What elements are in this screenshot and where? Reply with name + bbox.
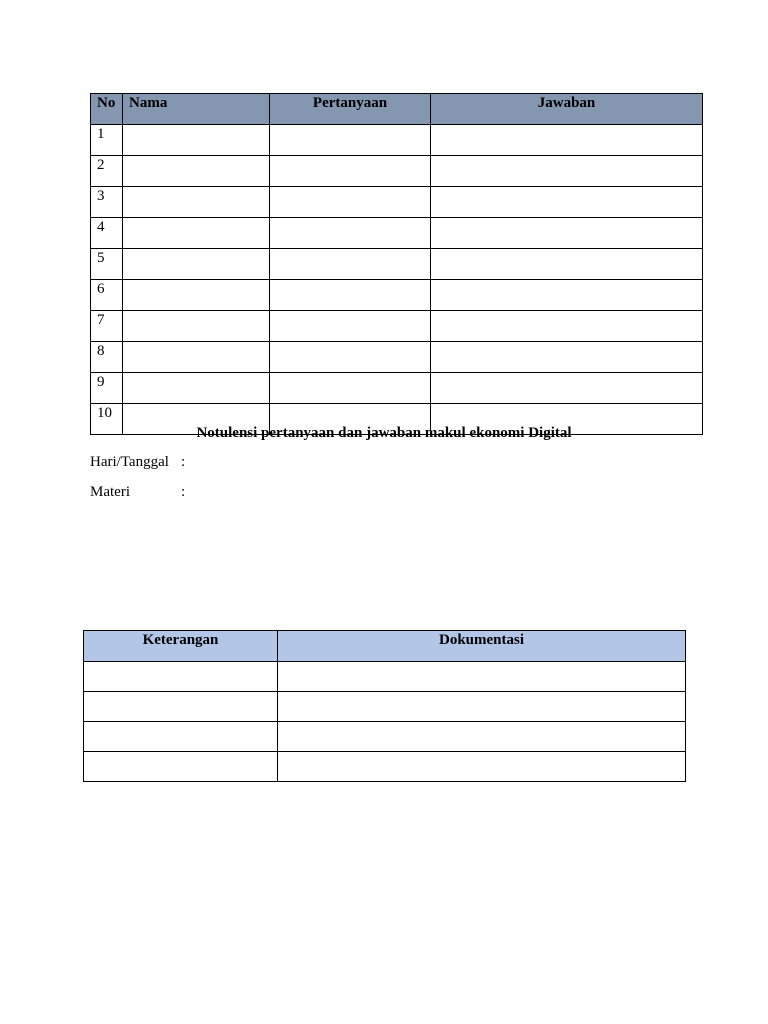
pertanyaan-cell[interactable] [270, 218, 431, 249]
jawaban-cell[interactable] [431, 218, 703, 249]
nama-cell[interactable] [123, 280, 270, 311]
table-row [91, 311, 703, 342]
keterangan-cell[interactable] [84, 692, 278, 722]
row-number: 8 [91, 342, 123, 373]
materi-field [90, 484, 185, 501]
row-number: 3 [91, 187, 123, 218]
dokumentasi-cell[interactable] [278, 722, 686, 752]
qa-table [90, 93, 703, 435]
table-row [91, 156, 703, 187]
jawaban-cell[interactable] [431, 342, 703, 373]
doc-table-header-row [84, 631, 686, 662]
table-row [91, 342, 703, 373]
materi-field-label: Materi [90, 484, 130, 500]
jawaban-cell[interactable] [431, 249, 703, 280]
table-row [91, 218, 703, 249]
dokumentasi-cell[interactable] [278, 692, 686, 722]
table-row [91, 373, 703, 404]
row-number: 4 [91, 218, 123, 249]
row-number: 2 [91, 156, 123, 187]
document-title: Notulensi pertanyaan dan jawaban makul ekonomi Digital [196, 425, 572, 441]
jawaban-cell[interactable] [431, 311, 703, 342]
materi-field-separator: : [181, 484, 186, 500]
jawaban-cell[interactable] [431, 373, 703, 404]
documentation-table [83, 630, 686, 782]
row-number: 6 [91, 280, 123, 311]
date-field-label: Hari/Tanggal [90, 454, 169, 470]
pertanyaan-cell[interactable] [270, 373, 431, 404]
dokumentasi-cell[interactable] [278, 662, 686, 692]
column-header-keterangan: Keterangan [84, 631, 278, 662]
nama-cell[interactable] [123, 249, 270, 280]
pertanyaan-cell[interactable] [270, 156, 431, 187]
table-row [91, 249, 703, 280]
pertanyaan-cell[interactable] [270, 342, 431, 373]
pertanyaan-cell[interactable] [270, 187, 431, 218]
pertanyaan-cell[interactable] [270, 311, 431, 342]
qa-table-header-row [91, 94, 703, 125]
nama-cell[interactable] [123, 373, 270, 404]
date-field [90, 454, 185, 471]
jawaban-cell[interactable] [431, 125, 703, 156]
dokumentasi-cell[interactable] [278, 752, 686, 782]
date-field-separator: : [181, 454, 186, 470]
column-header-dokumentasi: Dokumentasi [278, 631, 686, 662]
pertanyaan-cell[interactable] [270, 125, 431, 156]
nama-cell[interactable] [123, 311, 270, 342]
row-number: 10 [91, 404, 123, 435]
table-row [84, 752, 686, 782]
jawaban-cell[interactable] [431, 156, 703, 187]
jawaban-cell[interactable] [431, 187, 703, 218]
nama-cell[interactable] [123, 342, 270, 373]
column-header-jawaban: Jawaban [431, 94, 703, 125]
table-row [91, 125, 703, 156]
row-number: 5 [91, 249, 123, 280]
pertanyaan-cell[interactable] [270, 249, 431, 280]
column-header-nama: Nama [123, 94, 270, 125]
nama-cell[interactable] [123, 187, 270, 218]
column-header-pertanyaan: Pertanyaan [270, 94, 431, 125]
nama-cell[interactable] [123, 156, 270, 187]
pertanyaan-cell[interactable] [270, 280, 431, 311]
keterangan-cell[interactable] [84, 722, 278, 752]
column-header-no: No [91, 94, 123, 125]
table-row [84, 722, 686, 752]
table-row [91, 187, 703, 218]
keterangan-cell[interactable] [84, 752, 278, 782]
table-row [91, 280, 703, 311]
nama-cell[interactable] [123, 218, 270, 249]
jawaban-cell[interactable] [431, 280, 703, 311]
row-number: 9 [91, 373, 123, 404]
table-row [84, 662, 686, 692]
row-number: 7 [91, 311, 123, 342]
table-row [84, 692, 686, 722]
keterangan-cell[interactable] [84, 662, 278, 692]
row-number: 1 [91, 125, 123, 156]
nama-cell[interactable] [123, 125, 270, 156]
